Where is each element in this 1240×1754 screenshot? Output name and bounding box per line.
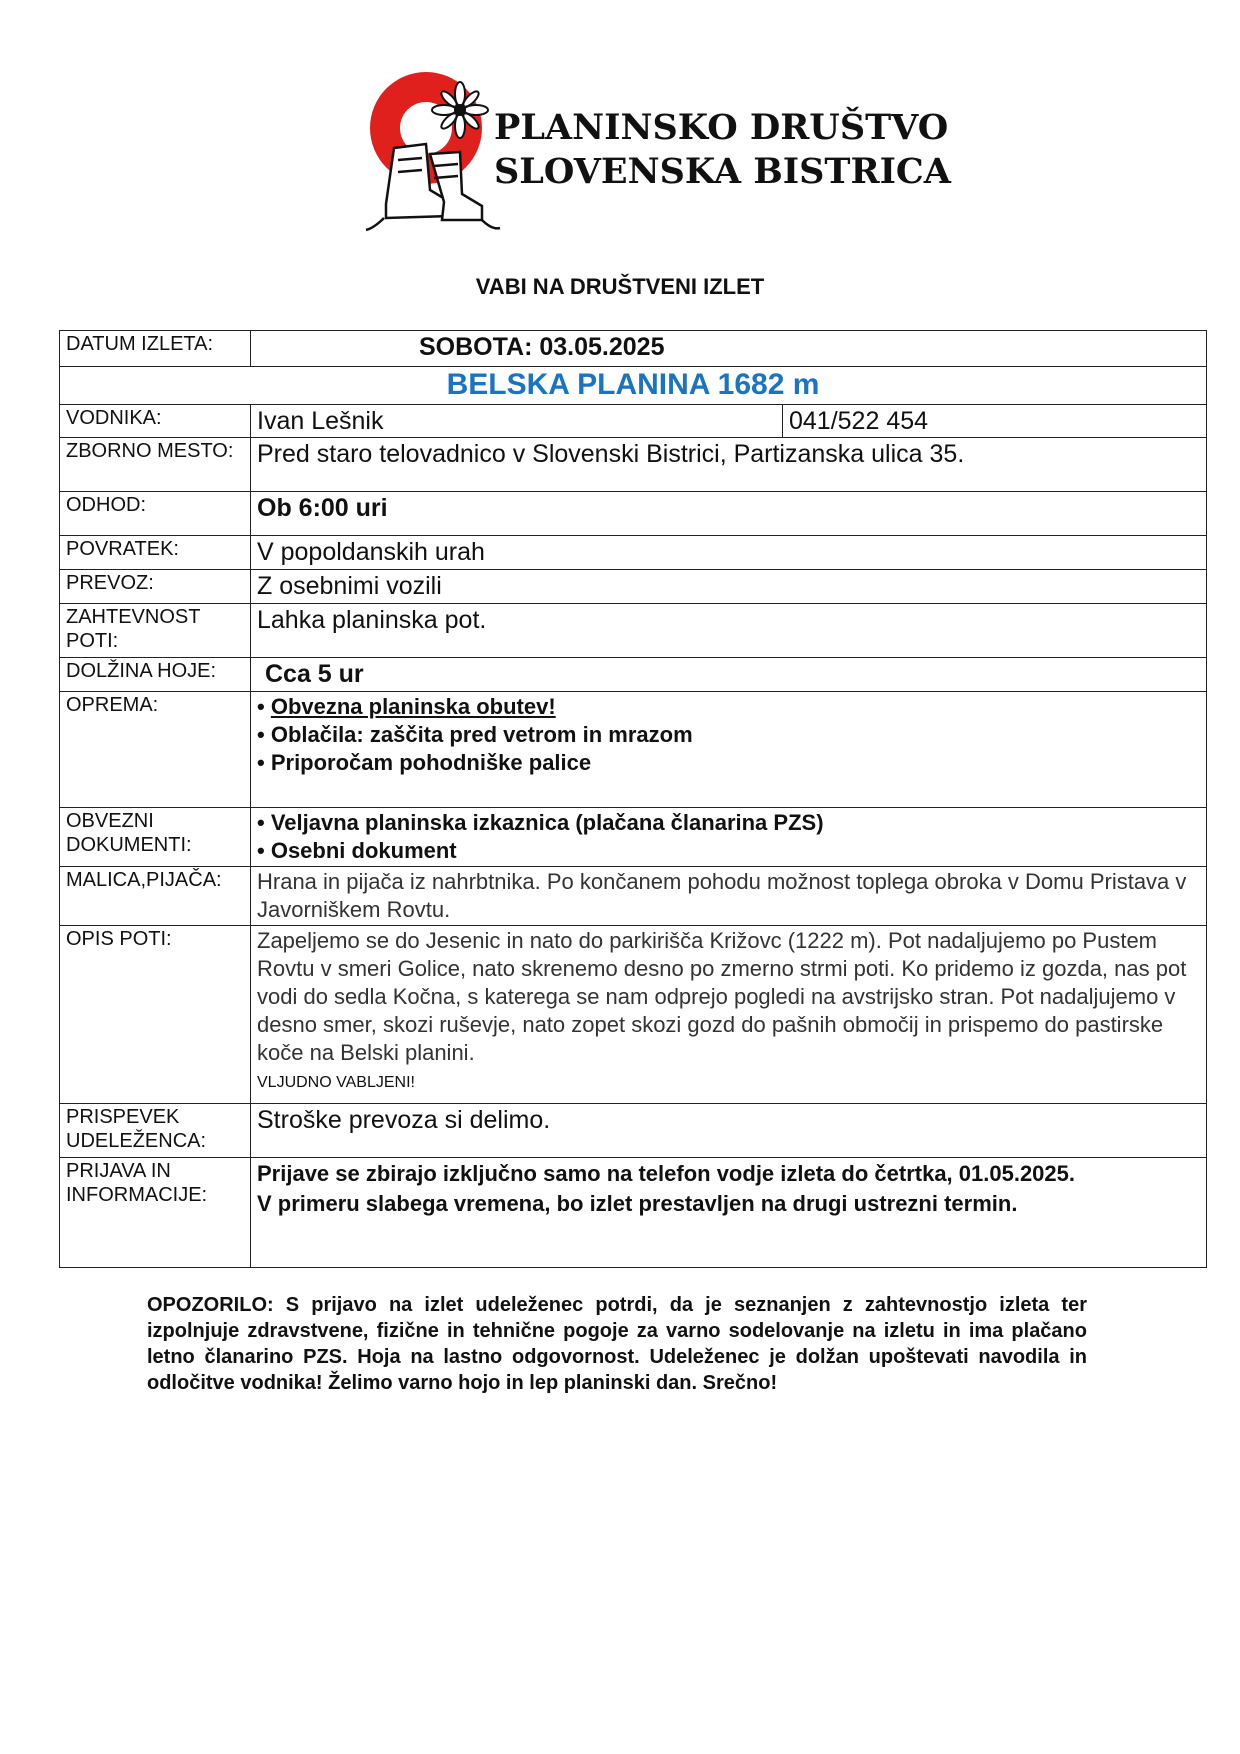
- row-prispevek: [60, 1104, 1207, 1158]
- club-logo: [364, 70, 951, 240]
- value-datum: SOBOTA: 03.05.2025: [251, 331, 1207, 367]
- row-destination: [60, 367, 1207, 405]
- value-malica: Hrana in pijača iz nahrbtnika. Po končanem pohodu možnost toplega obroka v Domu Pristava v Javorniškem Rovtu.: [251, 867, 1207, 926]
- row-datum: [60, 331, 1207, 367]
- cell-opis: [251, 926, 1207, 1104]
- row-vodnika: [60, 405, 1207, 438]
- label-zborno: ZBORNO MESTO:: [60, 438, 251, 492]
- org-name-line2: SLOVENSKA BISTRICA: [494, 151, 951, 192]
- label-zahtevnost: ZAHTEVNOST POTI:: [60, 604, 251, 658]
- row-dolzina: [60, 658, 1207, 692]
- value-zborno: Pred staro telovadnico v Slovenski Bistrici, Partizanska ulica 35.: [251, 438, 1207, 492]
- label-dokumenti: OBVEZNI DOKUMENTI:: [60, 808, 251, 867]
- row-malica: [60, 867, 1207, 926]
- label-opis: OPIS POTI:: [60, 926, 251, 1104]
- label-prispevek: PRISPEVEK UDELEŽENCA:: [60, 1104, 251, 1158]
- destination-title: BELSKA PLANINA 1682 m: [60, 367, 1207, 405]
- prijava-line1: Prijave se zbirajo izključno samo na telefon vodje izleta do četrtka, 01.05.2025.: [257, 1161, 1075, 1186]
- value-prevoz: Z osebnimi vozili: [251, 570, 1207, 604]
- oprema-item: • Obvezna planinska obutev!: [257, 694, 556, 719]
- value-dolzina: Cca 5 ur: [251, 658, 1207, 692]
- org-name-line1: PLANINSKO DRUŠTVO: [494, 107, 949, 148]
- row-prevoz: [60, 570, 1207, 604]
- value-opis: Zapeljemo se do Jesenic in nato do parkirišča Križovc (1222 m). Pot nadaljujemo po Pustem Rovtu v smeri Golice, nato skrenemo desno po zmerno strmi poti. Ko pridemo iz gozda, nas pot vodi do sedla Kočna, s katerega se nam odprejo pogledi na avstrijsko stran. Pot nadaljujemo v desno smer, skozi ruševje, nato zopet skozi gozd do pašnih območij in prispemo do pastirske koče na Belski planini.: [257, 928, 1187, 1065]
- oprema-item: • Oblačila: zaščita pred vetrom in mrazom: [257, 722, 693, 747]
- dokumenti-item: • Veljavna planinska izkaznica (plačana članarina PZS): [257, 810, 824, 835]
- invitation-subtitle: VABI NA DRUŠTVENI IZLET: [475, 274, 765, 299]
- value-vodnika-phone: 041/522 454: [783, 405, 1207, 438]
- label-datum: DATUM IZLETA:: [60, 331, 251, 367]
- warning-notice: OPOZORILO: S prijavo na izlet udeleženec potrdi, da je seznanjen z zahtevnostjo izleta ter izpolnjuje zdravstvene, fizične in tehnične pogoje za varno sodelovanje na izletu in ima plačano letno članarino PZS. Hoja na lastno odgovornost. Udeleženec je dolžan upoštevati navodila in odločitve vodnika! Želimo varno hojo in lep planinski dan. Srečno!: [147, 1294, 1087, 1394]
- trip-info-table: [59, 330, 1207, 1268]
- value-zahtevnost: Lahka planinska pot.: [251, 604, 1207, 658]
- label-vodnika: VODNIKA:: [60, 405, 251, 438]
- prijava-line2: V primeru slabega vremena, bo izlet prestavljen na drugi ustrezni termin.: [257, 1191, 1018, 1216]
- org-name: [494, 106, 951, 194]
- value-prijava: [251, 1158, 1207, 1268]
- row-povratek: [60, 536, 1207, 570]
- label-oprema: OPREMA:: [60, 692, 251, 808]
- value-odhod: Ob 6:00 uri: [251, 492, 1207, 536]
- logo-emblem-icon: [364, 70, 504, 240]
- row-oprema: [60, 692, 1207, 808]
- label-odhod: ODHOD:: [60, 492, 251, 536]
- list-oprema: [251, 692, 1207, 808]
- opis-closing: VLJUDNO VABLJENI!: [257, 1074, 415, 1091]
- label-malica: MALICA,PIJAČA:: [60, 867, 251, 926]
- value-vodnika-name: Ivan Lešnik: [251, 405, 783, 438]
- row-odhod: [60, 492, 1207, 536]
- row-opis: [60, 926, 1207, 1104]
- row-dokumenti: [60, 808, 1207, 867]
- row-zborno: [60, 438, 1207, 492]
- label-prijava: PRIJAVA IN INFORMACIJE:: [60, 1158, 251, 1268]
- label-povratek: POVRATEK:: [60, 536, 251, 570]
- value-povratek: V popoldanskih urah: [251, 536, 1207, 570]
- label-prevoz: PREVOZ:: [60, 570, 251, 604]
- dokumenti-item: • Osebni dokument: [257, 838, 457, 863]
- label-dolzina: DOLŽINA HOJE:: [60, 658, 251, 692]
- oprema-item: • Priporočam pohodniške palice: [257, 750, 592, 775]
- value-prispevek: Stroške prevoza si delimo.: [251, 1104, 1207, 1158]
- list-dokumenti: [251, 808, 1207, 867]
- row-prijava: [60, 1158, 1207, 1268]
- row-zahtevnost: [60, 604, 1207, 658]
